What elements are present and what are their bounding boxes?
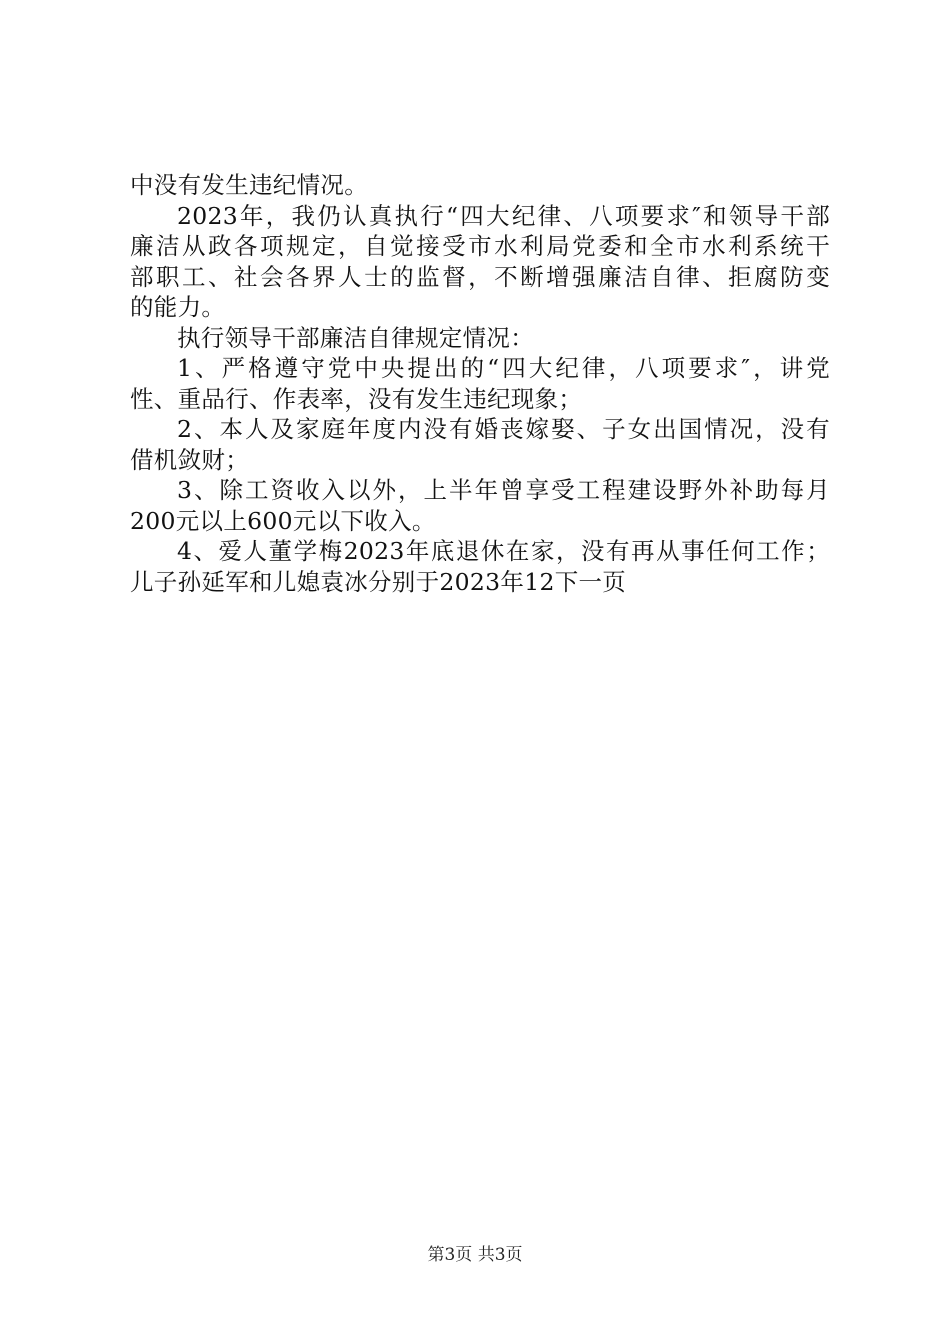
text-line-7: 1、严格遵守党中央提出的“四大纪律，八项要求″，讲党 [177, 354, 830, 382]
text-line-14: 儿子孙延军和儿媳袁冰分别于2023年12下一页 [130, 567, 627, 596]
text-line-5: 的能力。 [130, 293, 226, 321]
text-line-11: 3、除工资收入以外，上半年曾享受工程建设野外补助每月 [177, 476, 830, 504]
text-line-12: 200元以上600元以下收入。 [130, 506, 436, 535]
text-line-2: 2023年，我仍认真执行“四大纪律、八项要求″和领导干部 [177, 201, 830, 230]
page-number-label: 第3页 共3页 [427, 1245, 523, 1265]
text-line-13: 4、爱人董学梅2023年底退休在家，没有再从事任何工作； [177, 537, 830, 565]
text-line-1: 中没有发生违纪情况。 [130, 171, 368, 199]
text-line-4: 部职工、社会各界人士的监督，不断增强廉洁自律、拒腐防变 [130, 262, 830, 291]
text-line-3: 廉洁从政各项规定，自觉接受市水利局党委和全市水利系统干 [130, 232, 830, 260]
document-body [130, 170, 830, 597]
text-line-8: 性、重品行、作表率，没有发生违纪现象； [130, 384, 583, 413]
text-line-6: 执行领导干部廉洁自律规定情况： [177, 323, 534, 352]
page-footer [0, 1244, 950, 1266]
text-line-9: 2、本人及家庭年度内没有婚丧嫁娶、子女出国情况，没有 [177, 415, 830, 443]
text-line-10: 借机敛财； [130, 445, 249, 474]
